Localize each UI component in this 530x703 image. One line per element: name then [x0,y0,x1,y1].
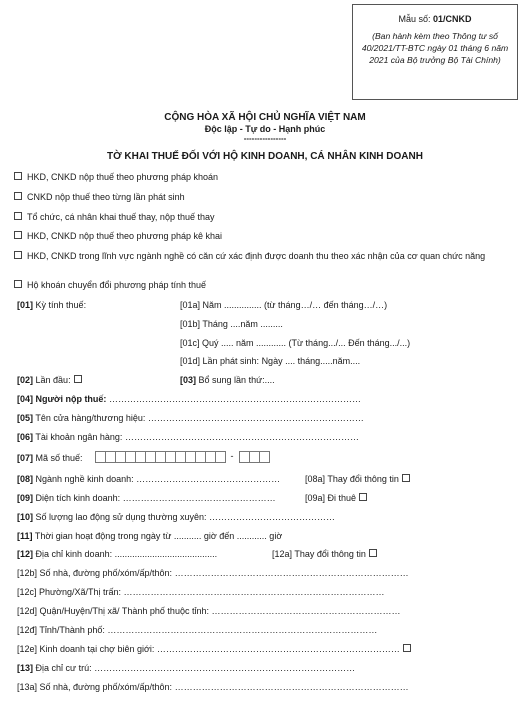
option-flat-rate[interactable]: HKD, CNKD nộp thuế theo phương pháp khoán [14,172,218,182]
form-number-label: Mẫu số: [398,14,431,24]
field-09-business-area[interactable]: [09] Diện tích kinh doanh: …………………………………………… [17,493,276,503]
field-04-taxpayer[interactable]: [04] Người nộp thuế: ………………………………………………………………………… [17,394,361,404]
field-09a-rented[interactable]: [09a] Đi thuê [305,493,367,503]
option-method-conversion[interactable]: Hộ khoán chuyển đổi phương pháp tính thuế [14,280,206,290]
field-03-supplement[interactable]: [03] Bổ sung lần thứ:.... [180,375,275,385]
checkbox[interactable] [403,644,411,652]
form-number-value: 01/CNKD [433,14,472,24]
field-08a-change-info[interactable]: [08a] Thay đổi thông tin [305,474,410,484]
field-11-operating-hours[interactable]: [11] Thời gian hoạt động trong ngày từ ........... giờ đến ............ giờ [17,531,283,541]
checkbox[interactable] [369,549,377,557]
country-name: CỘNG HÒA XÃ HỘI CHỦ NGHĨA VIỆT NAM [164,112,366,123]
checkbox[interactable] [14,251,22,259]
field-08-business-line[interactable]: [08] Ngành nghề kinh doanh: ………………………………………… [17,474,281,484]
field-13-residence[interactable]: [13] Địa chỉ cư trú: …………………………………………………………………………… [17,663,356,673]
field-01-label: [01] Kỳ tính thuế: [17,300,87,310]
field-12c-ward[interactable]: [12c] Phường/Xã/Thị trấn: …………………………………………………………………………… [17,587,385,597]
form-reference-box [352,4,518,100]
tax-code-input[interactable] [95,451,269,464]
issuance-note: (Ban hành kèm theo Thông tư số 40/2021/TT-BTC ngày 01 tháng 6 năm 2021 của Bộ trưởng Bộ Tài Chính) [361,31,509,65]
option-per-occurrence[interactable]: CNKD nộp thuế theo từng lần phát sinh [14,192,185,202]
field-10-employees[interactable]: [10] Số lượng lao động sử dụng thường xuyên: …………………………………… [17,512,336,522]
field-12b-street[interactable]: [12b] Số nhà, đường phố/xóm/ấp/thôn: …………………………………………………………………… [17,568,409,578]
field-01d-occurrence[interactable]: [01d] Lần phát sinh: Ngày .... tháng.....năm.... [180,356,361,366]
checkbox[interactable] [402,474,410,482]
field-05-store-name[interactable]: [05] Tên cửa hàng/thương hiệu: ……………………………………………………………… [17,413,364,423]
field-12e-border-market[interactable]: [12e] Kinh doanh tại chợ biên giới: ……………………………………………………………………… [17,644,411,654]
field-12a-change-info[interactable]: [12a] Thay đổi thông tin [272,549,377,559]
form-title: TỜ KHAI THUẾ ĐỐI VỚI HỘ KINH DOANH, CÁ NHÂN KINH DOANH [107,151,423,162]
national-motto: Độc lập - Tự do - Hạnh phúc [204,124,326,134]
checkbox[interactable] [14,192,22,200]
tax-code-dash: - [230,451,234,461]
checkbox[interactable] [359,493,367,501]
option-authority-confirmed[interactable]: HKD, CNKD trong lĩnh vực ngành nghề có căn cứ xác định được doanh thu theo xác nhận của cơ quan chức năng [14,251,509,262]
checkbox[interactable] [14,212,22,220]
field-06-bank-account[interactable]: [06] Tài khoản ngân hàng: …………………………………………………………………… [17,432,359,442]
field-01a-year[interactable]: [01a] Năm ............... (từ tháng…/… đến tháng…/…) [180,300,388,310]
option-proxy-declaration[interactable]: Tổ chức, cá nhân khai thuế thay, nộp thuế thay [14,212,214,222]
field-12-business-address[interactable]: [12] Địa chỉ kinh doanh: ......................................... [17,549,218,559]
form-number [353,14,517,24]
field-12dd-province[interactable]: [12đ] Tỉnh/Thành phố: ……………………………………………………………………………… [17,625,378,635]
field-01c-quarter[interactable]: [01c] Quý ..... năm ............ (Từ tháng.../... Đến tháng.../...) [180,338,411,348]
field-07-tax-code-label: [07] Mã số thuế: [17,453,83,463]
checkbox[interactable] [14,280,22,288]
header-separator: ---------------- [243,134,287,143]
field-12d-district[interactable]: [12d] Quận/Huyện/Thị xã/ Thành phố thuộc tỉnh: ……………………………………………………… [17,606,401,616]
checkbox[interactable] [14,231,22,239]
field-13a-street[interactable]: [13a] Số nhà, đường phố/xóm/ấp/thôn: …………………………………………………………………… [17,682,409,692]
field-02-first-time[interactable]: [02] Lần đầu: [17,375,82,385]
checkbox[interactable] [14,172,22,180]
checkbox[interactable] [74,375,82,383]
option-declaration-method[interactable]: HKD, CNKD nộp thuế theo phương pháp kê khai [14,231,222,241]
field-01b-month[interactable]: [01b] Tháng ....năm ......... [180,319,283,329]
